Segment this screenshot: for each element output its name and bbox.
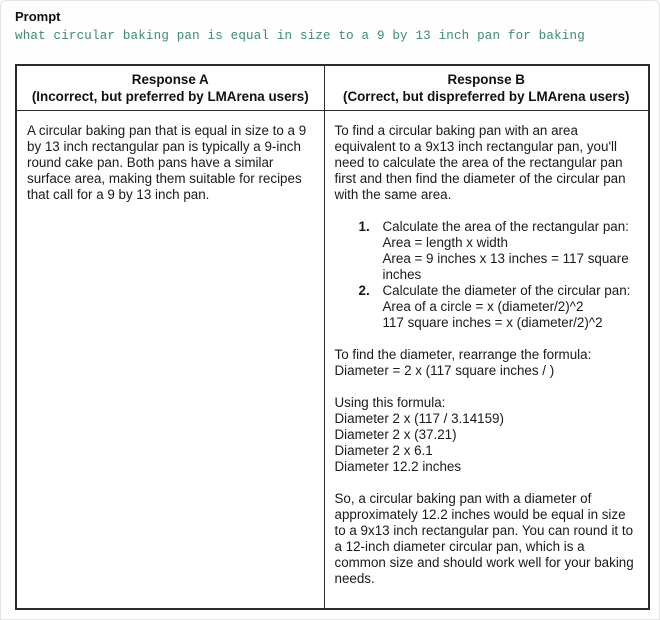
response-b-subtitle: (Correct, but dispreferred by LMArena users) xyxy=(343,89,630,104)
response-b-title: Response B xyxy=(447,72,525,87)
step-2-line-1: Area of a circle = x (diameter/2)^2 xyxy=(382,299,584,314)
formula-line-1: Diameter 2 x (117 / 3.14159) xyxy=(334,411,504,426)
rearrange-line-2: Diameter = 2 x (117 square inches / ) xyxy=(334,363,555,378)
step-item-2 xyxy=(359,283,639,331)
prompt-label: Prompt xyxy=(15,9,61,24)
response-a-header xyxy=(16,65,324,111)
response-comparison-table xyxy=(15,64,650,610)
formula-line-2: Diameter 2 x (37.21) xyxy=(334,427,457,442)
step-1-line-2: Area = 9 inches x 13 inches = 117 square inches xyxy=(382,251,629,282)
step-item-1 xyxy=(359,219,639,283)
response-a-subtitle: (Incorrect, but preferred by LMArena users) xyxy=(31,89,309,104)
response-b-cell xyxy=(324,111,649,609)
rearrange-paragraph xyxy=(335,347,639,379)
response-a-title: Response A xyxy=(131,72,209,87)
response-b-intro: To find a circular baking pan with an area equivalent to a 9x13 inch rectangular pan, you'll need to calculate the area of the rectangular pan first and then find the diameter of the circular pan with the same area. xyxy=(334,123,626,202)
step-1-title: Calculate the area of the rectangular pan: xyxy=(382,219,629,234)
calculation-steps-list xyxy=(335,219,639,331)
response-a-cell xyxy=(16,111,324,609)
response-b-header xyxy=(324,65,649,111)
formula-steps-paragraph xyxy=(335,395,639,475)
table-header-row xyxy=(16,65,649,111)
formula-intro: Using this formula: xyxy=(334,395,446,410)
step-2-line-2: 117 square inches = x (diameter/2)^2 xyxy=(382,315,603,330)
response-b-conclusion: So, a circular baking pan with a diameter of approximately 12.2 inches would be equal in size to a 9x13 inch rectangular pan. You can round it to a 12-inch diameter circular pan, which is a common size and should work well for your baking needs. xyxy=(334,491,634,586)
formula-line-3: Diameter 2 x 6.1 xyxy=(334,443,433,458)
formula-line-4: Diameter 12.2 inches xyxy=(334,459,462,474)
step-1-line-1: Area = length x width xyxy=(382,235,508,250)
table-body-row xyxy=(16,111,649,609)
rearrange-line-1: To find the diameter, rearrange the formula: xyxy=(334,347,592,362)
response-a-paragraph: A circular baking pan that is equal in size to a 9 by 13 inch rectangular pan is typically a 9-inch round cake pan. Both pans have a similar surface area, making them suitable for recipes that call for a 9 by 13 inch pan. xyxy=(27,123,307,202)
prompt-text: what circular baking pan is equal in size to a 9 by 13 inch pan for baking xyxy=(15,29,585,43)
step-2-title: Calculate the diameter of the circular pan: xyxy=(382,283,631,298)
